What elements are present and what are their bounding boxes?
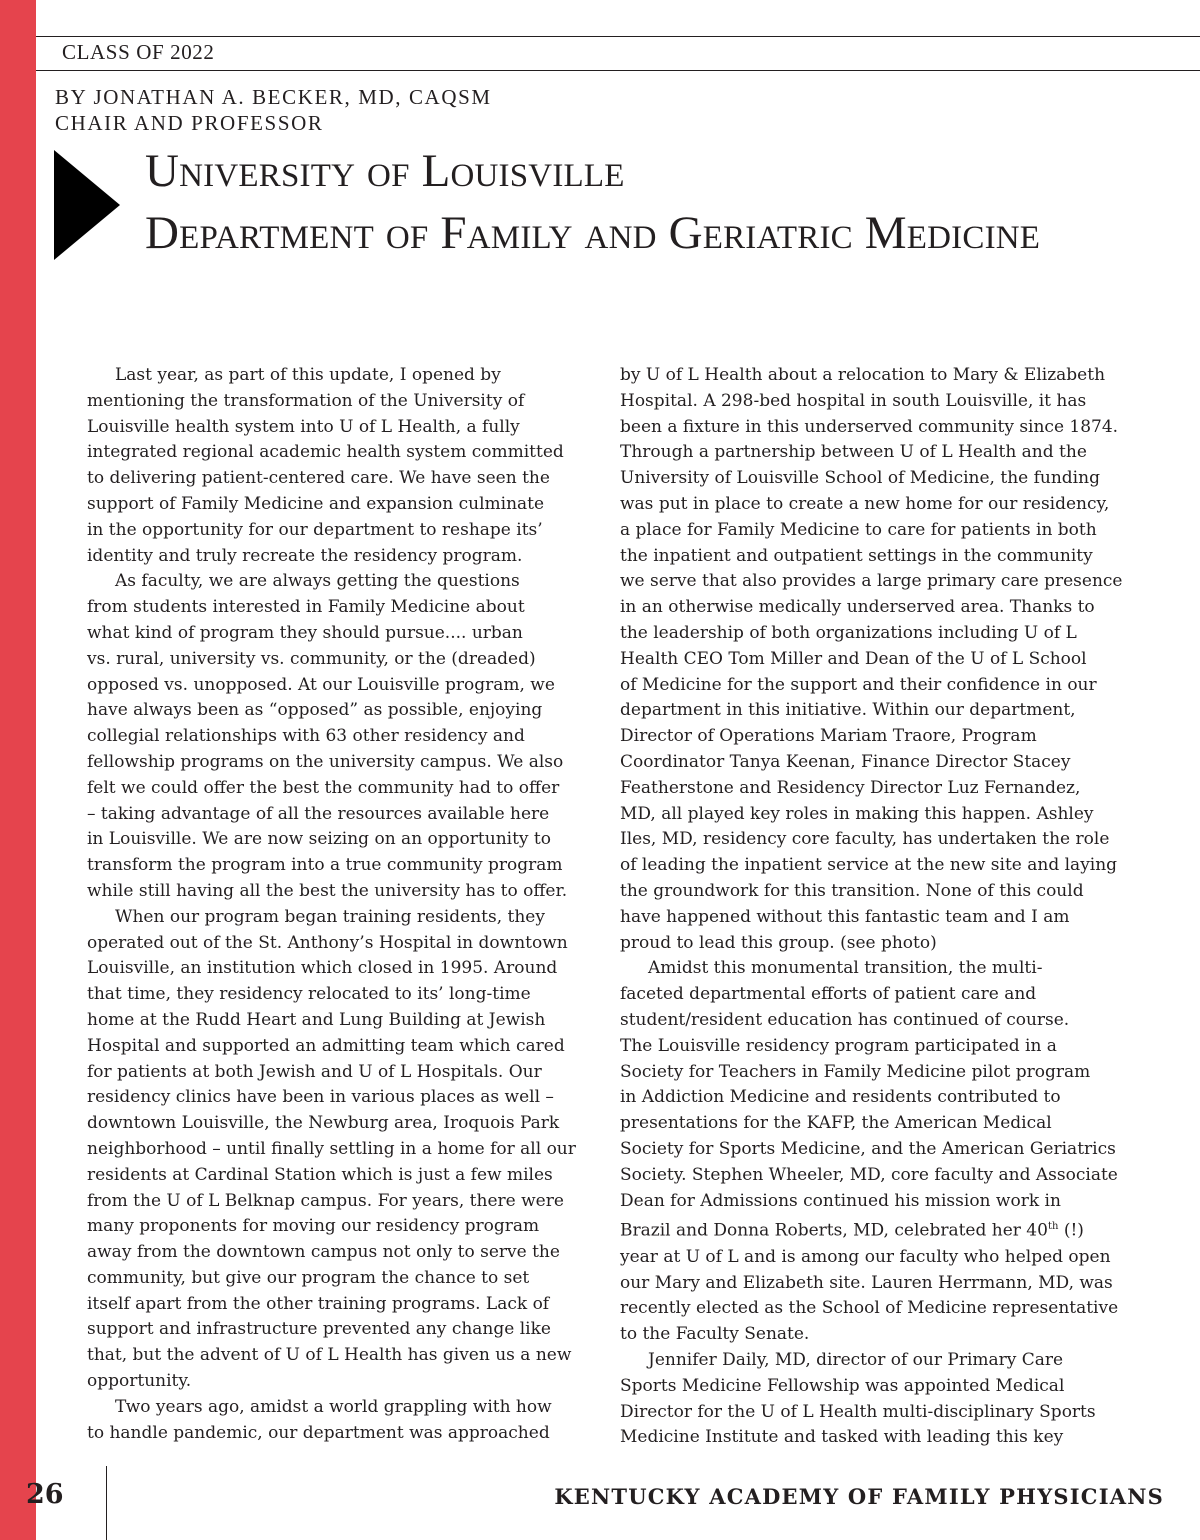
footer-divider	[106, 1466, 107, 1540]
header-rule-bottom	[36, 70, 1200, 71]
header-rule-top	[36, 36, 1200, 37]
article-title-line-1: University of Louisville	[145, 145, 625, 197]
author-name: BY JONATHAN A. BECKER, MD, CAQSM	[55, 85, 492, 109]
paragraph-continued: by U of L Health about a relocation to Mary & Elizabeth Hospital. A 298-bed hospital in south Louisville, it has been a fixture in this underserved community since 1874. Through a partnership between U of L Health and the University of Louisville School of Medicine, the funding was put in place to create a new home for our residency, a place for Family Medicine to care for patients in both the inpatient and outpatient settings in the community we serve that also provides a large primary care presence in an otherwise medically underserved area. Thanks to the leadership of both organizations including U of L Health CEO Tom Miller and Dean of the U of L School of Medicine for the support and their confidence in our department in this initiative. Within our department, Director of Operations Mariam Traore, Program Coordinator Tanya Keenan, Finance Director Stacey Featherstone and Residency Director Luz Fernandez, MD, all played key roles in making this happen. Ashley Iles, MD, residency core faculty, has undertaken the role of leading the inpatient service at the new site and laying the groundwork for this transition. None of this could have happened without this fantastic team and I am proud to lead this group. (see photo)	[620, 365, 1123, 953]
author-title: CHAIR AND PROFESSOR	[55, 111, 324, 135]
publication-name: KENTUCKY ACADEMY OF FAMILY PHYSICIANS	[554, 1484, 1164, 1509]
paragraph	[620, 956, 1132, 1348]
byline	[55, 84, 492, 136]
paragraph-text: Amidst this monumental transition, the multi- faceted departmental efforts of patient care and student/resident education has continued of course. The Louisville residency program participated in a Society for Teachers in Family Medicine pilot program in Addiction Medicine and residents contributed to presentations for the KAFP, the American Medical Society for Sports Medicine, and the American Geriatrics Society. Stephen Wheeler, MD, core faculty and Associate Dean for Admissions continued his mission work in Brazil and Donna Roberts, MD, celebrated her 40	[620, 958, 1118, 1241]
left-column	[87, 363, 599, 1446]
paragraph: Jennifer Daily, MD, director of our Primary Care Sports Medicine Fellowship was appointed Medical Director for the U of L Health multi-disciplinary Sports Medicine Institute and tasked with leading this key	[620, 1349, 1096, 1448]
paragraph: When our program began training residents, they operated out of the St. Anthony’s Hospital in downtown Louisville, an institution which closed in 1995. Around that time, they residency relocated to its’ long-time home at the Rudd Heart and Lung Building at Jewish Hospital and supported an admitting team which cared for patients at both Jewish and U of L Hospitals. Our residency clinics have been in various places as well – downtown Louisville, the Newburg area, Iroquois Park neighborhood – until finally settling in a home for all our residents at Cardinal Station which is just a few miles from the U of L Belknap campus. For years, there were many proponents for moving our residency program away from the downtown campus not only to serve the community, but give our program the chance to set itself apart from the other training programs. Lack of support and infrastructure prevented any change like that, but the advent of U of L Health has given us a new opportunity.	[87, 906, 576, 1392]
paragraph: Last year, as part of this update, I opened by mentioning the transformation of the University of Louisville health system into U of L Health, a fully integrated regional academic health system committed to delivering patient-centered care. We have seen the support of Family Medicine and expansion culminate in the opportunity for our department to reshape its’ identity and truly recreate the residency program.	[87, 365, 564, 566]
paragraph: As faculty, we are always getting the questions from students interested in Family Medicine about what kind of program they should pursue.... urban vs. rural, university vs. community, or the (dreaded) opposed vs. unopposed. At our Louisville program, we have always been as “opposed” as possible, enjoying collegial relationships with 63 other residency and fellowship programs on the university campus. We also felt we could offer the best the community had to offer – taking advantage of all the resources available here in Louisville. We are now seizing on an opportunity to transform the program into a true community program while still having all the best the university has to offer.	[87, 571, 568, 901]
accent-bar	[0, 0, 36, 1540]
right-column	[620, 363, 1132, 1451]
page-number: 26	[26, 1479, 64, 1510]
paragraph: Two years ago, amidst a world grappling with how to handle pandemic, our department was approached	[87, 1396, 552, 1443]
play-arrow-icon	[54, 150, 120, 260]
superscript: th	[1047, 1221, 1059, 1233]
section-label: CLASS OF 2022	[62, 40, 215, 64]
paragraph-text: (!) year at U of L and is among our faculty who helped open our Mary and Elizabeth site. Lauren Herrmann, MD, was recently elected as the School of Medicine representative to the Faculty Senate.	[620, 1220, 1119, 1345]
article-title-line-2: Department of Family and Geriatric Medicine	[145, 207, 1041, 259]
